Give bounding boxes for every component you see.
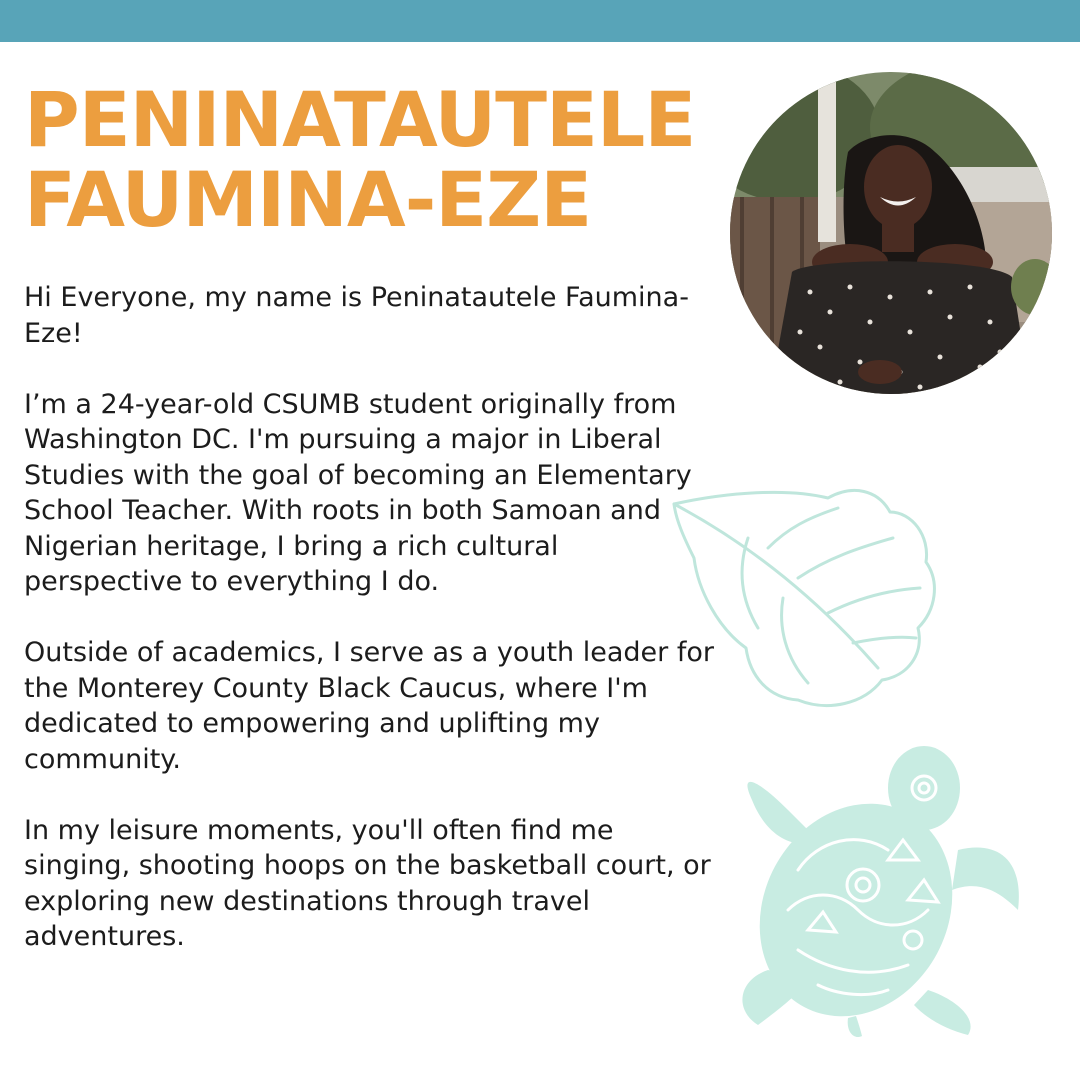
bio-text bbox=[24, 280, 714, 990]
bio-paragraph-hobbies: In my leisure moments, you'll often find me singing, shooting hoops on the basketball court, or exploring new destinations through travel adventures. bbox=[24, 814, 711, 952]
bio-paragraph-studies: I’m a 24-year-old CSUMB student originally from Washington DC. I'm pursuing a major in Liberal Studies with the goal of becoming an Elementary School Teacher. With roots in both Samoan and Nigerian heritage, I bring a rich cultural perspective to everything I do. bbox=[24, 388, 692, 597]
tribal-turtle-icon bbox=[728, 740, 1028, 1045]
profile-photo bbox=[730, 72, 1052, 394]
bio-paragraph-intro: Hi Everyone, my name is Peninatautele Faumina-Eze! bbox=[24, 282, 689, 349]
title-line-first: PENINATAUTELE bbox=[24, 75, 696, 164]
title-line-last: FAUMINA-EZE bbox=[24, 155, 592, 244]
page-title bbox=[24, 75, 724, 244]
top-accent-bar bbox=[0, 0, 1080, 42]
monstera-leaf-icon bbox=[668, 478, 948, 723]
bio-paragraph-community: Outside of academics, I serve as a youth leader for the Monterey County Black Caucus, where I'm dedicated to empowering and uplifting my community. bbox=[24, 637, 714, 775]
